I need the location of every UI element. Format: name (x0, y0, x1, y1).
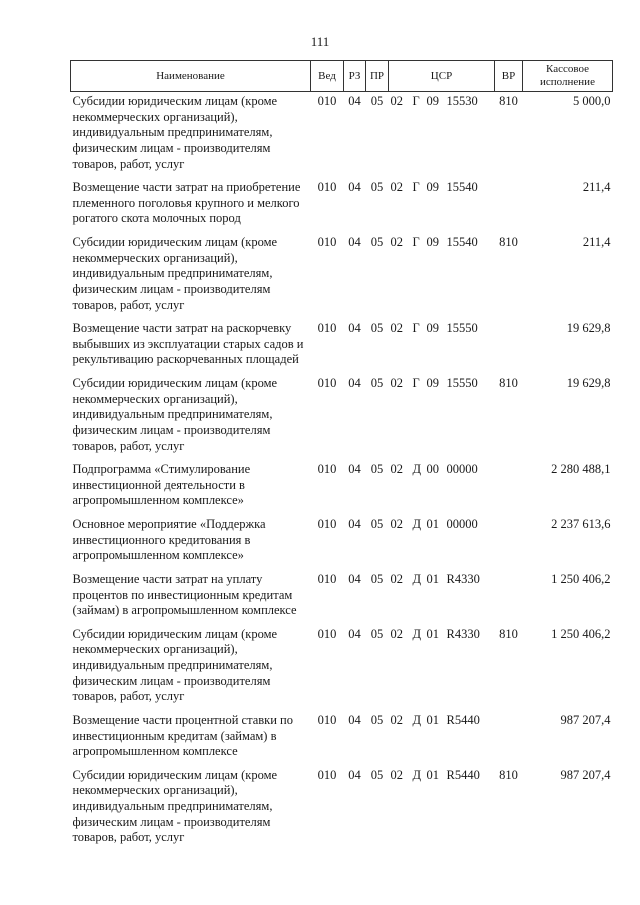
row-vr: 810 (499, 376, 518, 390)
row-csr-main-event: 09 (426, 321, 439, 336)
row-rz: 04 (348, 180, 361, 195)
row-csr-program: 02 (390, 321, 403, 336)
row-csr-program: 02 (390, 235, 403, 249)
row-csr (389, 625, 495, 711)
row-csr-subprogram: Г (412, 321, 420, 336)
page-number: 111 (310, 34, 330, 49)
row-name: Подпрограмма «Стимулирование инвестиционной деятельности в агропромышленном комплексе» (72, 462, 251, 508)
row-rz: 04 (348, 626, 361, 641)
table-row (71, 766, 613, 852)
row-csr-subprogram: Г (412, 376, 420, 390)
row-csr-direction: 15550 (446, 376, 478, 390)
row-csr-program: 02 (390, 376, 403, 390)
row-amount: 987 207,4 (560, 767, 611, 782)
row-pr: 05 (370, 712, 384, 727)
row-csr-direction: 00000 (446, 517, 478, 531)
row-csr-program: 02 (390, 517, 403, 531)
row-csr-direction: 00000 (446, 462, 478, 477)
header-csr: ЦСР (389, 61, 495, 92)
row-csr-program: 02 (390, 712, 403, 727)
row-amount: 19 629,8 (566, 376, 611, 390)
row-csr-program: 02 (390, 767, 403, 782)
row-pr: 05 (370, 517, 384, 531)
header-amount (523, 61, 613, 92)
row-pr: 05 (370, 571, 384, 586)
row-rz: 04 (348, 517, 361, 531)
row-pr: 05 (370, 235, 384, 249)
row-amount: 2 237 613,6 (551, 517, 611, 531)
row-vr (495, 460, 523, 515)
header-amount-line2: исполнение (540, 76, 595, 88)
row-csr-subprogram: Д (412, 462, 422, 477)
header-amount-line1: Кассовое (546, 63, 589, 76)
row-amount: 211,4 (582, 180, 611, 195)
table-row (71, 711, 613, 766)
header-name: Наименование (71, 61, 311, 92)
row-name: Субсидии юридическим лицам (кроме некоммерческих организаций), индивидуальным предпринимателям, физическим лицам - производителям товаров, работ, услуг (72, 767, 278, 845)
row-ved: 010 (317, 462, 337, 477)
row-csr-program: 02 (390, 180, 403, 195)
row-pr: 05 (370, 626, 384, 641)
row-csr-subprogram: Д (412, 517, 422, 531)
row-csr-main-event: 09 (426, 235, 439, 249)
row-rz: 04 (348, 235, 361, 249)
row-pr: 05 (370, 376, 384, 390)
row-csr-program: 02 (390, 94, 403, 108)
header-vr: ВР (495, 61, 523, 92)
row-vr (495, 178, 523, 233)
row-csr-main-event: 09 (426, 180, 439, 195)
row-amount: 987 207,4 (560, 712, 611, 727)
row-csr-program: 02 (390, 571, 403, 586)
row-name: Возмещение части затрат на приобретение племенного поголовья крупного и мелкого рогатого скота молочных пород (72, 180, 301, 226)
row-name: Субсидии юридическим лицам (кроме некоммерческих организаций), индивидуальным предпринимателям, физическим лицам - производителям товаров, работ, услуг (72, 235, 278, 312)
row-csr (389, 178, 495, 233)
row-csr (389, 92, 495, 179)
row-amount: 211,4 (582, 235, 611, 249)
table-row (71, 233, 613, 319)
row-name: Основное мероприятие «Поддержка инвестиционного кредитования в агропромышленном комплексе» (72, 517, 266, 563)
row-rz: 04 (348, 767, 361, 782)
row-name: Субсидии юридическим лицам (кроме некоммерческих организаций), индивидуальным предпринимателям, физическим лицам - производителям товаров, работ, услуг (72, 94, 278, 171)
row-csr-direction: 15540 (446, 235, 478, 249)
row-amount: 19 629,8 (566, 321, 611, 336)
row-vr: 810 (499, 626, 518, 641)
table-header (71, 61, 613, 92)
header-pr: ПР (366, 61, 389, 92)
row-ved: 010 (317, 94, 337, 108)
row-pr: 05 (370, 94, 384, 108)
row-vr (495, 515, 523, 570)
row-name: Субсидии юридическим лицам (кроме некоммерческих организаций), индивидуальным предпринимателям, физическим лицам - производителям товаров, работ, услуг (72, 376, 278, 453)
row-name: Возмещение части затрат на раскорчевку выбывших из эксплуатации старых садов и рекультивацию раскорчеванных площадей (72, 321, 304, 367)
row-csr-main-event: 01 (426, 626, 439, 641)
row-csr-subprogram: Д (412, 712, 422, 727)
row-amount: 5 000,0 (573, 94, 611, 108)
row-csr-main-event: 01 (426, 517, 439, 531)
row-vr (495, 711, 523, 766)
row-csr-subprogram: Г (412, 235, 420, 249)
row-pr: 05 (370, 180, 384, 195)
table-row (71, 625, 613, 711)
row-csr-direction: 15530 (446, 94, 478, 108)
row-amount: 1 250 406,2 (551, 626, 611, 641)
row-amount: 1 250 406,2 (551, 571, 611, 586)
row-csr-main-event: 09 (426, 94, 439, 108)
table-row (71, 460, 613, 515)
table-row (71, 570, 613, 625)
row-ved: 010 (317, 180, 337, 195)
row-csr-subprogram: Д (412, 767, 422, 782)
row-csr-direction: 15540 (446, 180, 478, 195)
row-ved: 010 (317, 712, 337, 727)
row-ved: 010 (317, 235, 337, 249)
row-ved: 010 (317, 376, 337, 390)
row-csr-direction: R5440 (446, 712, 480, 727)
row-ved: 010 (317, 517, 337, 531)
table-row (71, 319, 613, 374)
row-rz: 04 (348, 462, 361, 477)
row-csr-main-event: 01 (426, 712, 439, 727)
row-pr: 05 (370, 462, 384, 477)
row-csr-direction: R5440 (446, 767, 480, 782)
row-ved: 010 (317, 626, 337, 641)
row-name: Субсидии юридическим лицам (кроме некоммерческих организаций), индивидуальным предпринимателям, физическим лицам - производителям товаров, работ, услуг (72, 626, 278, 704)
row-vr (495, 319, 523, 374)
row-csr-subprogram: Д (412, 626, 422, 641)
row-amount: 2 280 488,1 (551, 462, 611, 477)
row-ved: 010 (317, 321, 337, 336)
row-name: Возмещение части процентной ставки по инвестиционным кредитам (займам) в агропромышленном комплексе (72, 712, 293, 759)
row-pr: 05 (370, 321, 384, 336)
row-csr (389, 233, 495, 319)
row-csr (389, 460, 495, 515)
row-csr (389, 374, 495, 460)
row-name: Возмещение части затрат на уплату процентов по инвестиционным кредитам (займам) в агропромышленном комплексе (72, 571, 297, 618)
row-rz: 04 (348, 94, 361, 108)
table-row (71, 374, 613, 460)
row-csr (389, 570, 495, 625)
table-row (71, 178, 613, 233)
row-ved: 010 (317, 767, 337, 782)
row-csr (389, 766, 495, 852)
table-row (71, 515, 613, 570)
row-csr-subprogram: Г (412, 94, 420, 108)
row-csr-direction: 15550 (446, 321, 478, 336)
row-ved: 010 (317, 571, 337, 586)
row-csr (389, 711, 495, 766)
row-csr-main-event: 00 (426, 462, 439, 477)
row-vr (495, 570, 523, 625)
row-csr-direction: R4330 (446, 571, 480, 586)
header-rz: РЗ (344, 61, 366, 92)
row-csr-direction: R4330 (446, 626, 480, 641)
row-csr-main-event: 09 (426, 376, 439, 390)
row-csr-program: 02 (390, 626, 403, 641)
row-vr: 810 (499, 235, 518, 249)
row-rz: 04 (348, 376, 361, 390)
budget-table (70, 60, 613, 852)
row-csr-subprogram: Д (412, 571, 422, 586)
row-rz: 04 (348, 571, 361, 586)
row-csr (389, 319, 495, 374)
row-vr: 810 (499, 94, 518, 108)
row-csr-program: 02 (390, 462, 403, 477)
row-vr: 810 (499, 767, 518, 782)
row-pr: 05 (370, 767, 384, 782)
row-csr-subprogram: Г (412, 180, 420, 195)
table-row (71, 92, 613, 179)
row-csr (389, 515, 495, 570)
table-body (71, 92, 613, 852)
row-csr-main-event: 01 (426, 571, 439, 586)
row-rz: 04 (348, 321, 361, 336)
row-csr-main-event: 01 (426, 767, 439, 782)
header-ved: Вед (311, 61, 344, 92)
row-rz: 04 (348, 712, 361, 727)
